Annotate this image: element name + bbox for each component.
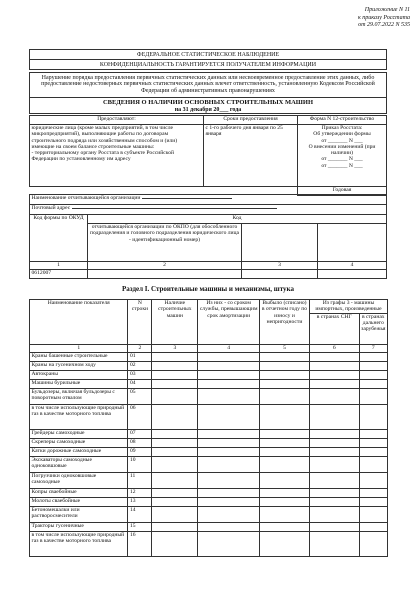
- cell-col-5[interactable]: [260, 447, 310, 456]
- cell-col-3[interactable]: [152, 379, 198, 388]
- cell-col-4[interactable]: [198, 456, 260, 472]
- row-name: Молоты сваебойные: [30, 497, 128, 506]
- cell-col-3[interactable]: [152, 438, 198, 447]
- cell-col-4[interactable]: [198, 404, 260, 429]
- col-header-n: N строки: [128, 300, 152, 345]
- cell-col-5[interactable]: [260, 370, 310, 379]
- cell-col-3[interactable]: [152, 352, 198, 361]
- row-number: 03: [128, 370, 152, 379]
- org-col-num-1: 1: [30, 262, 88, 270]
- row-number: 08: [128, 438, 152, 447]
- row-name: в том числе использующие природный газ в качестве моторного топлива: [30, 404, 128, 429]
- org-address-row: [30, 205, 387, 215]
- cell-col-7[interactable]: [359, 472, 387, 488]
- okud-value: 0612007: [30, 270, 88, 279]
- cell-col-6[interactable]: [309, 497, 359, 506]
- cell-col-7[interactable]: [359, 506, 387, 522]
- row-number: 10: [128, 456, 152, 472]
- org-address-field[interactable]: [72, 208, 277, 209]
- warning-text: Нарушение порядка предоставления первичных статистических данных или несвоевременное предоставление этих данных, либо предоставление недостоверных первичных статистических данных влечет ответственность, установленную Кодексом Российской Федерации об административных правонарушениях: [41, 74, 375, 95]
- row-name: Бетономешалки или растворосмесители: [30, 506, 128, 522]
- table-row: [30, 404, 388, 429]
- cell-col-6[interactable]: [309, 531, 359, 556]
- code-value-3[interactable]: [242, 270, 318, 279]
- col-num-5: 5: [260, 344, 310, 352]
- appendix-number: Приложение N 11: [364, 7, 410, 13]
- col-num-6: 6: [309, 344, 359, 352]
- cell-col-5[interactable]: [260, 388, 310, 404]
- table-row: [30, 361, 388, 370]
- col-number-row: [30, 344, 388, 352]
- cell-col-4[interactable]: [198, 379, 260, 388]
- org-col-num-4: 4: [318, 262, 387, 270]
- table-row: [30, 456, 388, 472]
- table-row: [30, 531, 388, 556]
- row-name: Автокраны: [30, 370, 128, 379]
- cell-col-3[interactable]: [152, 361, 198, 370]
- org-address-label: Почтовый адрес: [31, 205, 71, 211]
- col-header-available: Наличие строительных машин: [152, 300, 198, 345]
- table-row: [30, 379, 388, 388]
- row-name: Скреперы самоходные: [30, 438, 128, 447]
- appendix-header: [250, 7, 410, 30]
- cell-col-5[interactable]: [260, 456, 310, 472]
- col-num-4: 4: [198, 344, 260, 352]
- cell-col-7[interactable]: [359, 447, 387, 456]
- cell-col-6[interactable]: [309, 404, 359, 429]
- confidential-box: [29, 59, 387, 70]
- cell-col-4[interactable]: [198, 531, 260, 556]
- cell-col-4[interactable]: [198, 522, 260, 531]
- col-header-foreign: в странах дальнего зарубежья: [359, 313, 387, 344]
- cell-col-6[interactable]: [309, 456, 359, 472]
- cell-col-6[interactable]: [309, 522, 359, 531]
- cell-col-5[interactable]: [260, 429, 310, 438]
- table-row: [30, 370, 388, 379]
- cell-col-4[interactable]: [198, 388, 260, 404]
- cell-col-5[interactable]: [260, 488, 310, 497]
- row-number: 01: [128, 352, 152, 361]
- cell-col-7[interactable]: [359, 497, 387, 506]
- cell-col-5[interactable]: [260, 352, 310, 361]
- form-number-header: Форма N 12-строительство: [298, 116, 387, 125]
- col-header-name: Наименование показателя: [30, 300, 128, 345]
- table-row: [30, 438, 388, 447]
- cell-col-7[interactable]: [359, 379, 387, 388]
- table-row: [30, 488, 388, 497]
- row-number: 11: [128, 472, 152, 488]
- cell-col-6[interactable]: [309, 352, 359, 361]
- row-number: 16: [128, 531, 152, 556]
- cell-col-6[interactable]: [309, 447, 359, 456]
- cell-col-3[interactable]: [152, 497, 198, 506]
- row-number: 07: [128, 429, 152, 438]
- cell-col-5[interactable]: [260, 361, 310, 370]
- row-name: Экскаваторы самоходные одноковшовые: [30, 456, 128, 472]
- table-row: [30, 429, 388, 438]
- row-name: Катки дорожные самоходные: [30, 447, 128, 456]
- org-col-num-3: 3: [242, 262, 318, 270]
- row-name: Погрузчики одноковшовые самоходные: [30, 472, 128, 488]
- org-table: [29, 194, 387, 279]
- cell-col-7[interactable]: [359, 438, 387, 447]
- appendix-order: к приказу Росстата: [357, 14, 410, 21]
- report-period: на 31 декабря 20___ года: [174, 106, 242, 113]
- row-name: Бульдозеры, включая бульдозеры с поворотным отвалом: [30, 388, 128, 404]
- col-header-expired: Из них - со сроком службы, превышающим срок амортизации: [198, 300, 260, 345]
- cell-col-7[interactable]: [359, 522, 387, 531]
- cell-col-4[interactable]: [198, 352, 260, 361]
- cell-col-3[interactable]: [152, 456, 198, 472]
- cell-col-3[interactable]: [152, 472, 198, 488]
- row-number: 04: [128, 379, 152, 388]
- periodicity-text: Годовая: [298, 187, 387, 196]
- cell-col-3[interactable]: [152, 447, 198, 456]
- row-number: 15: [128, 522, 152, 531]
- cell-col-6[interactable]: [309, 506, 359, 522]
- col-header-cis: в странах СНГ: [309, 313, 359, 344]
- col-header-disposed: Выбыло (списано) в отчетном году по износу и непригодности: [260, 300, 310, 345]
- cell-col-7[interactable]: [359, 531, 387, 556]
- providers-header: Предоставляют:: [30, 116, 204, 125]
- table-row: [30, 506, 388, 522]
- row-number: 14: [128, 506, 152, 522]
- okpo-value[interactable]: [88, 270, 242, 279]
- cell-col-5[interactable]: [260, 379, 310, 388]
- report-title-box: [29, 97, 387, 114]
- row-name: Краны башенные строительные: [30, 352, 128, 361]
- table-row: [30, 497, 388, 506]
- order-text: Приказ Росстата: Об утверждении формы от _______ N ___ О внесении изменений (при наличии) от _______ N ___ от _______ N ___: [298, 125, 387, 187]
- warning-box: [29, 72, 387, 98]
- report-title: СВЕДЕНИЯ О НАЛИЧИИ ОСНОВНЫХ СТРОИТЕЛЬНЫХ МАШИН: [102, 99, 314, 106]
- table-row: [30, 447, 388, 456]
- row-name: Машины бурильные: [30, 379, 128, 388]
- cell-col-4[interactable]: [198, 506, 260, 522]
- row-number: 06: [128, 404, 152, 429]
- cell-col-3[interactable]: [152, 388, 198, 404]
- cell-col-7[interactable]: [359, 388, 387, 404]
- cell-col-6[interactable]: [309, 472, 359, 488]
- cell-col-7[interactable]: [359, 456, 387, 472]
- table-row: [30, 388, 388, 404]
- row-number: 12: [128, 488, 152, 497]
- cell-col-4[interactable]: [198, 497, 260, 506]
- cell-col-4[interactable]: [198, 361, 260, 370]
- cell-col-3[interactable]: [152, 370, 198, 379]
- org-name-field[interactable]: [142, 198, 232, 199]
- providers-text: юридические лица (кроме малых предприятий, в том числе микропредприятий), выполняющие работы по договорам строительного подряда или хозяйственным способом и (или) имеющие на своем балансе строительные машины: - территориальному органу Росстата в субъекте Российской Федерации по установленному им адресу: [30, 125, 204, 187]
- cell-col-4[interactable]: [198, 447, 260, 456]
- cell-col-4[interactable]: [198, 488, 260, 497]
- table-row: [30, 472, 388, 488]
- cell-col-3[interactable]: [152, 404, 198, 429]
- cell-col-7[interactable]: [359, 352, 387, 361]
- org-name-label: Наименование отчитывающейся организации: [31, 195, 141, 201]
- code-empty-col4: [318, 224, 387, 262]
- cell-col-7[interactable]: [359, 370, 387, 379]
- deadline-header: Сроки предоставления: [204, 116, 298, 125]
- row-number: 02: [128, 361, 152, 370]
- row-number: 05: [128, 388, 152, 404]
- cell-col-5[interactable]: [260, 404, 310, 429]
- submission-table: [29, 115, 387, 196]
- okpo-header: отчитывающейся организации по ОКПО (для обособленного подразделения и головного подразделения юридического лица - идентификационный номер): [88, 224, 242, 262]
- cell-col-6[interactable]: [309, 488, 359, 497]
- cell-col-5[interactable]: [260, 438, 310, 447]
- deadline-text: с 1-го рабочего дня января по 25 января: [204, 125, 298, 187]
- cell-col-6[interactable]: [309, 370, 359, 379]
- row-name: Копры сваебойные: [30, 488, 128, 497]
- cell-col-6[interactable]: [309, 361, 359, 370]
- cell-col-4[interactable]: [198, 429, 260, 438]
- cell-col-5[interactable]: [260, 522, 310, 531]
- row-name: Грейдеры самоходные: [30, 429, 128, 438]
- cell-col-7[interactable]: [359, 429, 387, 438]
- col-num-1: 1: [30, 344, 128, 352]
- row-name: в том числе использующие природный газ в качестве моторного топлива: [30, 531, 128, 556]
- code-empty-col3: [242, 224, 318, 262]
- cell-col-3[interactable]: [152, 429, 198, 438]
- survey-title: ФЕДЕРАЛЬНОЕ СТАТИСТИЧЕСКОЕ НАБЛЮДЕНИЕ: [136, 51, 280, 58]
- machines-table: [29, 299, 388, 557]
- cell-col-6[interactable]: [309, 429, 359, 438]
- col-num-3: 3: [152, 344, 198, 352]
- row-number: 13: [128, 497, 152, 506]
- org-col-num-2: 2: [88, 262, 242, 270]
- section-title: Раздел I. Строительные машины и механизмы, штука: [122, 285, 294, 293]
- org-name-row: [30, 195, 387, 205]
- cell-col-3[interactable]: [152, 531, 198, 556]
- table-row: [30, 522, 388, 531]
- code-value-4[interactable]: [318, 270, 387, 279]
- okud-header: Код формы по ОКУД: [30, 215, 88, 262]
- col-num-7: 7: [359, 344, 387, 352]
- cell-col-3[interactable]: [152, 506, 198, 522]
- col-header-imported: Из графы 3 - машины импортных, произведенные: [309, 300, 387, 314]
- cell-col-3[interactable]: [152, 488, 198, 497]
- row-name: Тракторы гусеничные: [30, 522, 128, 531]
- machines-rows: [30, 352, 388, 556]
- code-header: Код: [88, 215, 387, 224]
- cell-col-4[interactable]: [198, 438, 260, 447]
- appendix-date: от 29.07.2022 N 535: [358, 22, 410, 28]
- row-name: Краны на гусеничном ходу: [30, 361, 128, 370]
- cell-col-5[interactable]: [260, 472, 310, 488]
- cell-col-5[interactable]: [260, 506, 310, 522]
- cell-col-4[interactable]: [198, 472, 260, 488]
- cell-col-6[interactable]: [309, 379, 359, 388]
- col-num-2: 2: [128, 344, 152, 352]
- cell-col-5[interactable]: [260, 531, 310, 556]
- table-row: [30, 352, 388, 361]
- cell-col-6[interactable]: [309, 388, 359, 404]
- confidential-text: КОНФИДЕНЦИАЛЬНОСТЬ ГАРАНТИРУЕТСЯ ПОЛУЧАТЕЛЕМ ИНФОРМАЦИИ: [99, 61, 317, 68]
- cell-col-7[interactable]: [359, 361, 387, 370]
- cell-col-6[interactable]: [309, 438, 359, 447]
- cell-col-5[interactable]: [260, 497, 310, 506]
- row-number: 09: [128, 447, 152, 456]
- cell-col-7[interactable]: [359, 488, 387, 497]
- cell-col-3[interactable]: [152, 522, 198, 531]
- cell-col-4[interactable]: [198, 370, 260, 379]
- cell-col-7[interactable]: [359, 404, 387, 429]
